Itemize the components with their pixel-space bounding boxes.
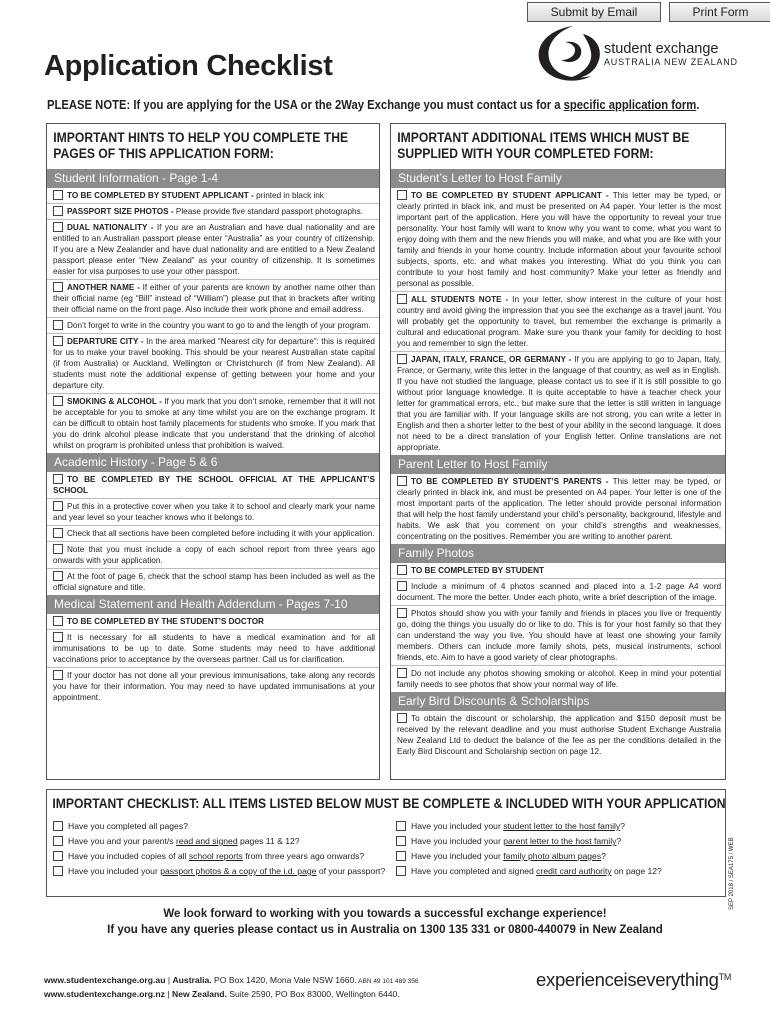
form-code: SEP 2018 / SEA175 / WEB [729, 837, 735, 910]
checkbox[interactable] [53, 320, 63, 330]
checkbox[interactable] [53, 190, 63, 200]
checkbox[interactable] [53, 851, 63, 861]
footer-new-zealand: www.studentexchange.org.nz | New Zealand. Suite 2590, PO Box 83000, Wellington 6440. [44, 989, 400, 999]
section-band-student-information: Student Information - Page 1-4 [47, 169, 379, 188]
checkbox[interactable] [396, 836, 406, 846]
checklist-item: TO BE COMPLETED BY THE STUDENT’S DOCTOR [47, 614, 379, 630]
tagline: experienceiseverything™ [536, 969, 732, 990]
checklist-item: Do not include any photos showing smoking or alcohol. Keep in mind your potential family needs to see photos that show your normal way of life. [397, 669, 721, 689]
checklist-item: TO BE COMPLETED BY THE SCHOOL OFFICIAL AT THE APPLICANT’S SCHOOL [47, 472, 379, 499]
checkbox[interactable] [397, 190, 407, 200]
checklist-item: TO BE COMPLETED BY STUDENT’S PARENTS - This letter may be typed, or clearly printed in black ink, and must be presented on A4 paper. Your letter is one of the most important parts of the application. The letter should provide personal information that will help the host family understand your child’s personality, background, lifestyle and habits. We ask that you comment on your child’s strengths and weaknesses, concentrating on the positives. Remember you are writing to another parent. [397, 477, 721, 541]
checklist-item: SMOKING & ALCOHOL - If you mark that you don’t smoke, remember that it will not be acceptable for you to smoke at any time whilst you are on the exchange program. It can be difficult to obtain host family placements for students who smoke. If you mark that you do drink alcohol please indicate that you understand that the drinking of alcohol whilst on program is prohibited unless that prohibition is waived. [53, 397, 376, 450]
checklist-row: Have you included copies of all school reports from three years ago onwards? [53, 850, 396, 863]
checkbox[interactable] [53, 670, 63, 680]
checklist-item: It is necessary for all students to have a medical examination and for all immunisations to be up to date. Some students may need to have additional vaccinations prior to acceptance by the overseas partner. Call us for clarification. [47, 630, 379, 668]
checkbox[interactable] [397, 476, 407, 486]
checklist-row: Have you included your parent letter to the host family? [396, 835, 713, 848]
checklist-item: PASSPORT SIZE PHOTOS - Please provide five standard passport photographs. [47, 204, 379, 220]
australia-website-link[interactable]: www.studentexchange.org.au [44, 975, 166, 985]
checklist-item: JAPAN, ITALY, FRANCE, OR GERMANY - If you are applying to go to Japan, Italy, France, or Germany, write this letter in the language of that country, as well as in English. If you have not studied the language, please contact us to see if it is still possible to go without prior language knowledge. It is quite acceptable to have a teacher check your letter for grammatical errors, etc., but make sure that the letter is still written in language that you are familiar with. If your language skills are not strong, you can write a letter in English and then a shorter letter to the best of your ability in the second language. It does not need to be a direct translation of your English letter. Online translations are not appropriate. [397, 355, 722, 452]
checklist-item: Note that you must include a copy of each school report from three years ago onwards with your application. [47, 542, 379, 569]
page-title: Application Checklist [44, 50, 333, 82]
checkbox[interactable] [397, 608, 407, 618]
checklist-item: ALL STUDENTS NOTE - In your letter, show interest in the culture of your host country and avoid giving the impression that you see the exchange as a travel jaunt. You will probably get the opportunity to travel, but remember the exchange is primarily a cultural and educational program. Make sure you thank your family for deciding to host you and remember to sign the letter. [391, 292, 725, 352]
checklist-item: TO BE COMPLETED BY STUDENT APPLICANT - printed in black ink [47, 188, 379, 204]
section-band-parent-letter: Parent Letter to Host Family [391, 455, 725, 474]
additional-items-column [390, 123, 726, 780]
checklist-row: Have you included your student letter to the host family? [396, 820, 713, 833]
checkbox[interactable] [396, 821, 406, 831]
checklist-item: Check that all sections have been completed before including it with your application. [47, 526, 379, 542]
checklist-item: TO BE COMPLETED BY STUDENT [391, 563, 725, 579]
checkbox[interactable] [396, 866, 406, 876]
checklist-item: DUAL NATIONALITY - If you are an Australian and have dual nationality and are entitled to an Australian passport please enter “Australia” as your country of citizenship. If you are a New Zealander and have dual nationality and are entitled to a New Zealand passport please enter “New Zealand” as your country of citizenship. It is sometimes easier for visa purposes to use your other passport. [47, 220, 379, 280]
print-form-button[interactable]: Print Form [669, 2, 770, 22]
checkbox[interactable] [53, 222, 63, 232]
checklist-item: ANOTHER NAME - If either of your parents are known by another name other than their official name (eg “Bill” instead of “William”) please put that in brackets after writing their official name on the front page. Also include their work phone and email address. [47, 280, 379, 318]
checklist-item: Include a minimum of 4 photos scanned and placed into a 1-2 page A4 word document. The more the better. Under each photo, write a brief description of the image. [391, 579, 725, 606]
section-band-academic-history: Academic History - Page 5 & 6 [47, 453, 379, 472]
checkbox[interactable] [53, 396, 63, 406]
section-band-early-bird: Early Bird Discounts & Scholarships [391, 692, 725, 711]
checklist-row: Have you included your passport photos & a copy of the i.d. page of your passport? [53, 865, 396, 878]
checkbox[interactable] [53, 474, 63, 484]
important-checklist-heading: IMPORTANT CHECKLIST: ALL ITEMS LISTED BELOW MUST BE COMPLETE & INCLUDED WITH YOUR APPLICATION [52, 796, 726, 811]
footer-australia: www.studentexchange.org.au | Australia. PO Box 1420, Mona Vale NSW 1660. ABN 49 101 489 356 [44, 975, 419, 985]
submit-by-email-button[interactable]: Submit by Email [527, 2, 661, 22]
checkbox[interactable] [397, 581, 407, 591]
checklist-item: TO BE COMPLETED BY STUDENT APPLICANT - This letter may be typed, or clearly printed in black ink, and must be presented on A4 paper. Your letter is the most important part of the application. Here you will have the opportunity to reveal your true personality. Your host family will want to know why you want to come, what you want to enjoy doing with them and the new friends you will make, and what you are like with your family and friends in your home country. Include information about your favourite school subjects, sports, etc. and what makes you interesting. What do you think you can contribute to your host family and host community? Make your letter as friendly and personal as possible. [391, 188, 725, 292]
checklist-item: To obtain the discount or scholarship, the application and $150 deposit must be received by the relevant deadline and you must authorise Student Exchange Australia New Zealand Ltd to deduct the balance of the fee as per the conditions detailed in the Early Bird Discount and Scholarship section on page 12. [397, 714, 721, 756]
checkbox[interactable] [53, 836, 63, 846]
closing-line-2: If you have any queries please contact us in Australia on 1300 135 331 or 0800-440079 in New Zealand [107, 924, 663, 936]
checkbox[interactable] [53, 336, 63, 346]
please-note: PLEASE NOTE: If you are applying for the USA or the 2Way Exchange you must contact us for a specific application form. [47, 97, 700, 112]
checklist-item: At the foot of page 6, check that the school stamp has been included as well as the official signature and title. [53, 572, 375, 592]
checklist-row: Have you and your parent/s read and signed pages 11 & 12? [53, 835, 396, 848]
section-band-family-photos: Family Photos [391, 544, 725, 563]
checkbox[interactable] [397, 354, 407, 364]
checklist-row: Have you completed all pages? [53, 820, 396, 833]
checklist-row: Have you completed and signed credit card authority on page 12? [396, 865, 713, 878]
checklist-item: DEPARTURE CITY - In the area marked “Nearest city for departure”: this is required for us to make your travel booking. This should be your nearest Australian state capital (if from Australia) or Auckland, Wellington or Christchurch (if from New Zealand). All students must note the additional expense of getting between your home and your departure city. [47, 334, 379, 394]
checkbox[interactable] [53, 282, 63, 292]
checkbox[interactable] [53, 866, 63, 876]
closing-line-1: We look forward to working with you towards a successful exchange experience! [163, 908, 607, 920]
section-band-student-letter: Student’s Letter to Host Family [391, 169, 725, 188]
important-checklist [46, 789, 726, 897]
checkbox[interactable] [53, 528, 63, 538]
checkbox[interactable] [397, 294, 407, 304]
checkbox[interactable] [53, 821, 63, 831]
checkbox[interactable] [396, 851, 406, 861]
checklist-item: Photos should show you with your family and friends in places you live or frequently go, doing the things you usually do or like to do. This is for your host family so that they can understand the way you live. You should have at least one showing your family members. Others can include more family shots, pets, musical instruments, school friends, etc. Aim to have a good variety of clear photographs. [391, 606, 725, 666]
checkbox[interactable] [53, 501, 63, 511]
checkbox[interactable] [397, 668, 407, 678]
checkbox[interactable] [53, 544, 63, 554]
checkbox[interactable] [53, 632, 63, 642]
section-band-medical-statement: Medical Statement and Health Addendum - Pages 7-10 [47, 595, 379, 614]
specific-application-form-link[interactable]: specific application form [563, 97, 697, 112]
checkbox[interactable] [53, 571, 63, 581]
checkbox[interactable] [397, 565, 407, 575]
checklist-item: Put this in a protective cover when you take it to school and clearly mark your name and year level so your teacher knows who it belongs to. [47, 499, 379, 526]
checkbox[interactable] [53, 616, 63, 626]
checkbox[interactable] [53, 206, 63, 216]
logo-wordmark: student exchange [604, 41, 719, 57]
checklist-item: If your doctor has not done all your previous immunisations, take along any records you have for their information. You may need to have updated immunisations at your appointment. [53, 671, 375, 702]
logo-region: AUSTRALIA NEW ZEALAND [604, 57, 738, 67]
checkbox[interactable] [397, 713, 407, 723]
checklist-row: Have you included your family photo album pages? [396, 850, 713, 863]
new-zealand-website-link[interactable]: www.studentexchange.org.nz [44, 989, 165, 999]
hints-heading: IMPORTANT HINTS TO HELP YOU COMPLETE THE PAGES OF THIS APPLICATION FORM: [53, 130, 349, 161]
checklist-item: Don’t forget to write in the country you want to go to and the length of your program. [47, 318, 379, 334]
additional-items-heading: IMPORTANT ADDITIONAL ITEMS WHICH MUST BE SUPPLIED WITH YOUR COMPLETED FORM: [397, 130, 690, 161]
hints-column [46, 123, 380, 780]
